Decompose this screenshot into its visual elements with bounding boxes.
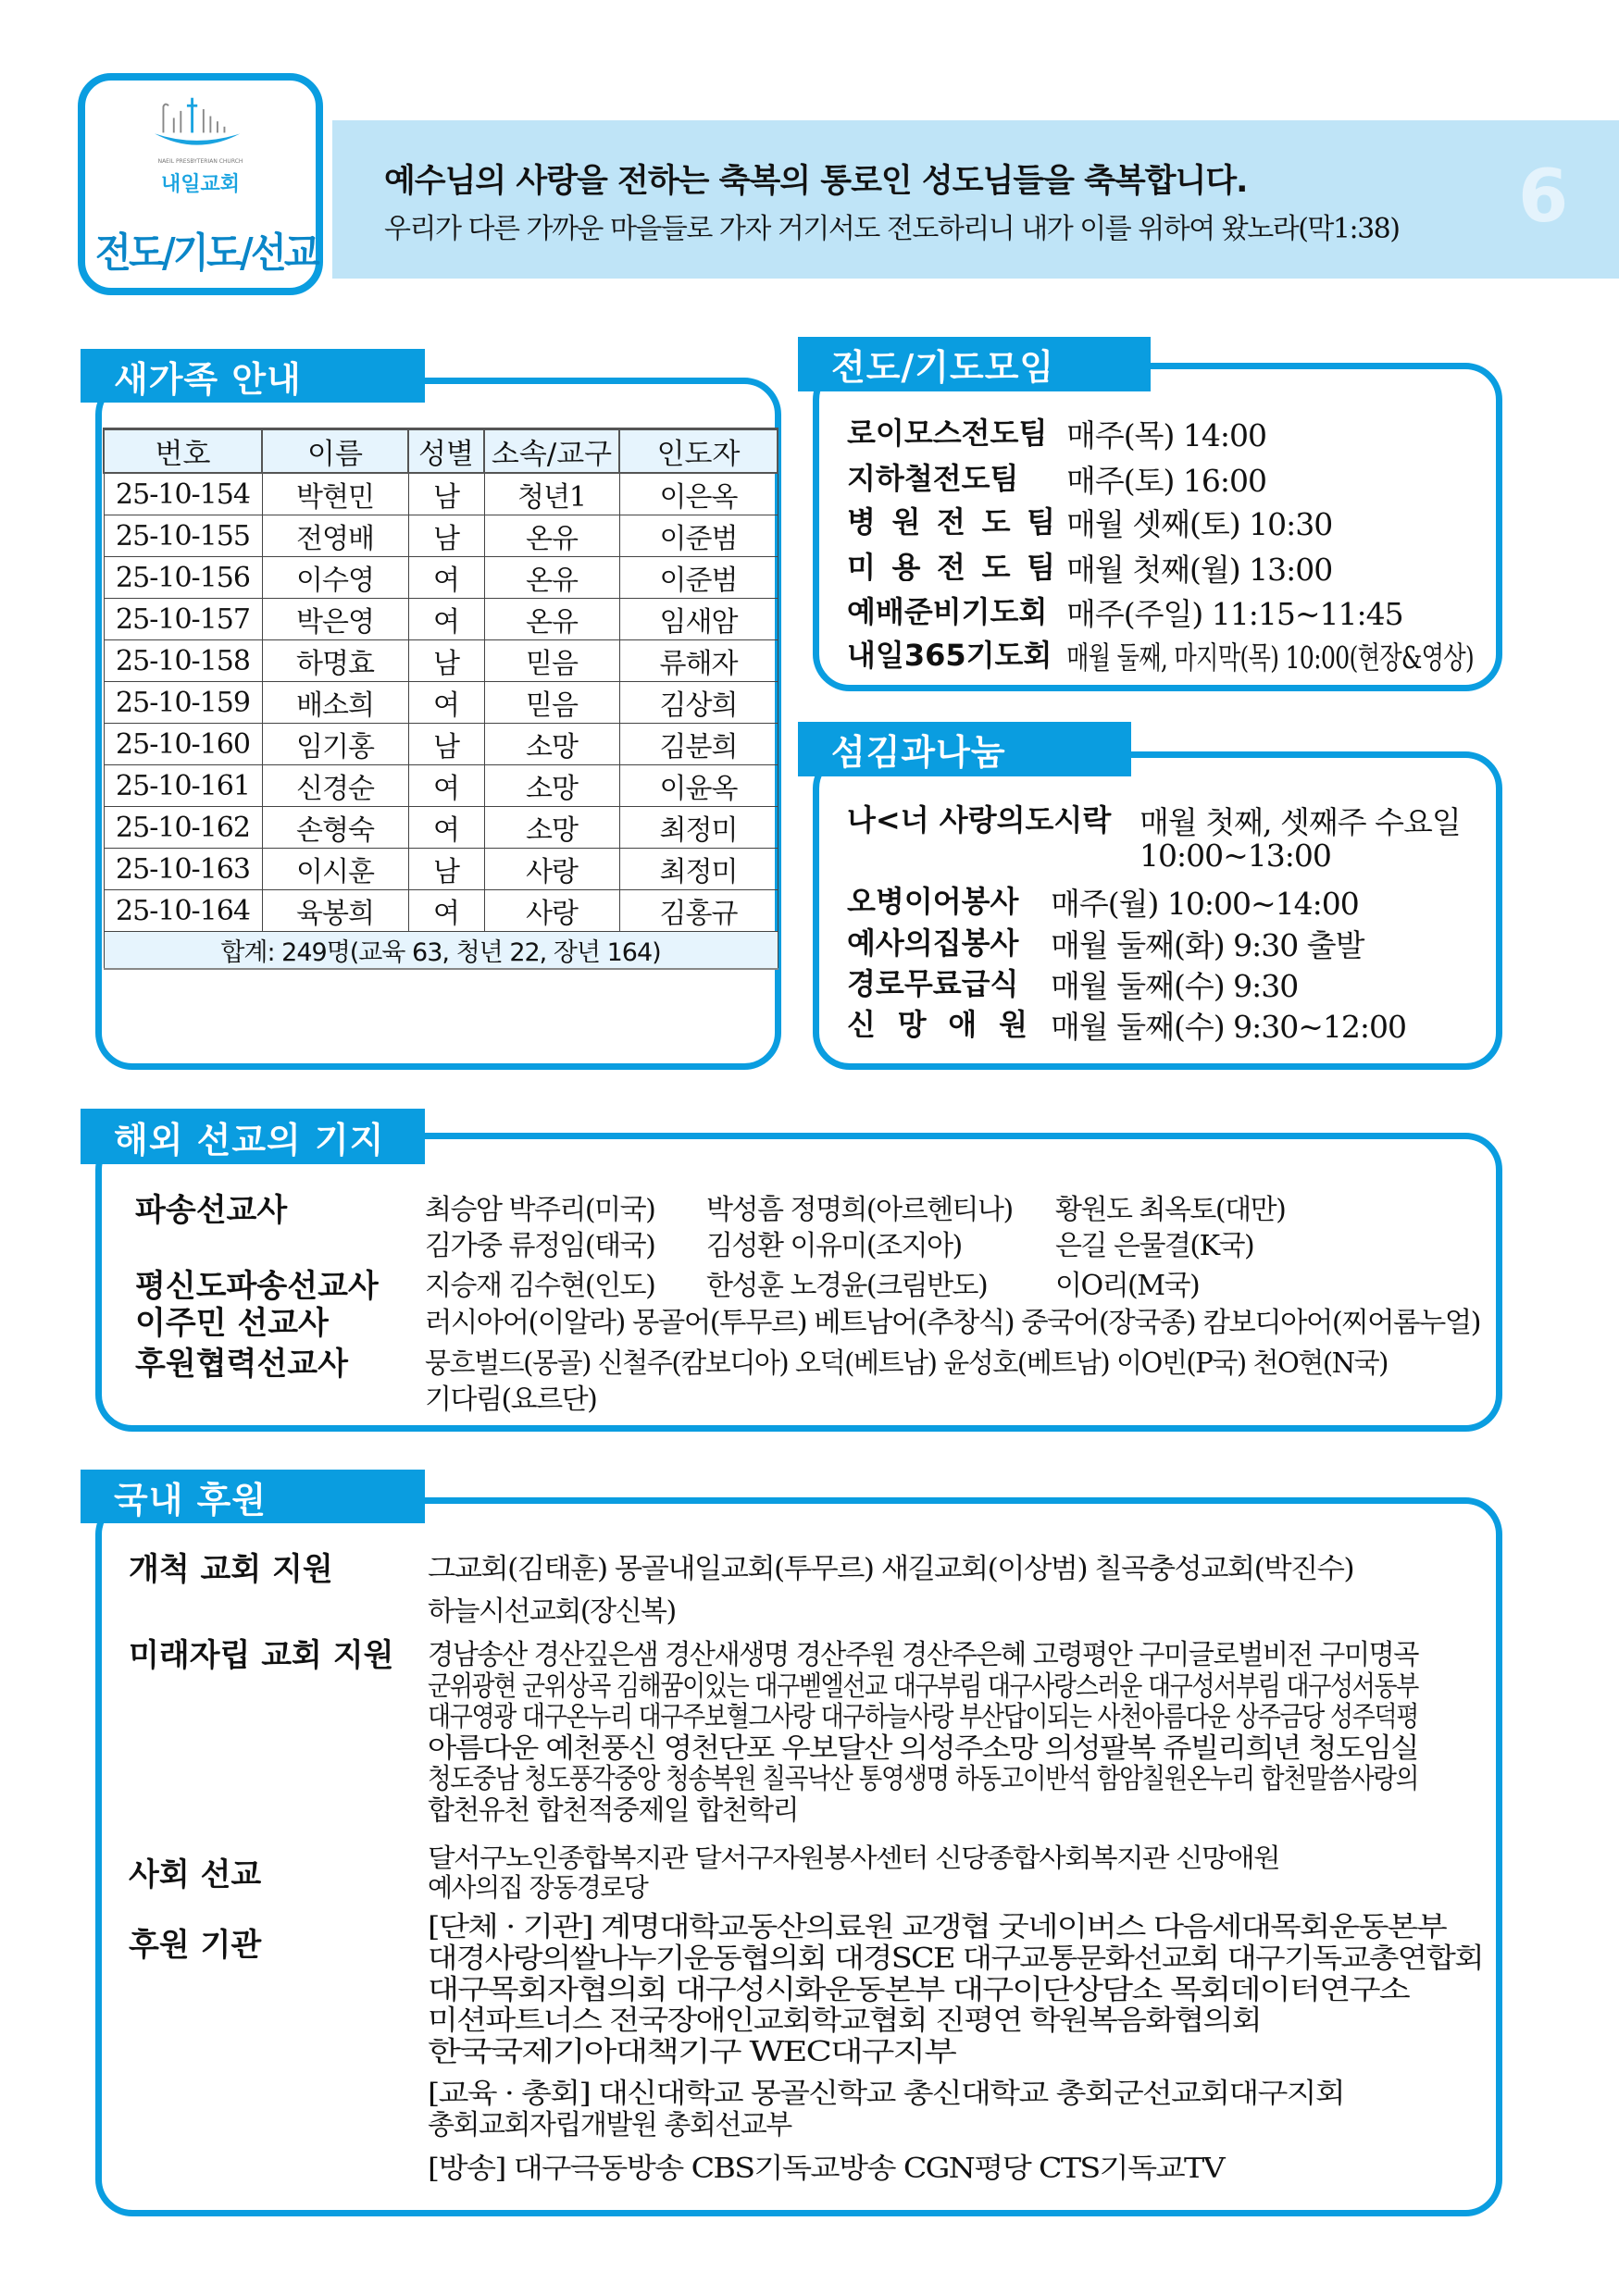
social-mission: 예사의집 장동경로당 (428, 1872, 648, 1903)
prayer-meeting-label: 지하철전도팀 (847, 461, 1019, 492)
lay-missionary-label: 평신도파송선교사 (135, 1268, 379, 1305)
table-cell: 손형숙 (262, 807, 408, 849)
table-row (104, 640, 778, 682)
prayer-meeting-time: 매월 첫째(월) 13:00 (1066, 552, 1333, 588)
table-cell: 남 (408, 515, 484, 557)
logo-church-name: 내일교회 (160, 173, 240, 196)
table-row (104, 849, 778, 890)
prayer-meeting-label: 예배준비기도회 (847, 594, 1048, 629)
table-cell: 배소희 (262, 682, 408, 724)
table-cell: 이시훈 (262, 849, 408, 890)
table-cell: 남 (408, 849, 484, 890)
table-cell: 최정미 (619, 849, 778, 890)
table-cell: 25-10-155 (104, 515, 262, 557)
sponsor-org-line: [단체 · 기관] 계명대학교동산의료원 교갱협 굿네이버스 다음세대목회운동본부 (428, 1911, 1446, 1943)
future-church-line: 아름다운 예천풍신 영천단포 우보달산 의성주소망 의성팔복 쥬빌리희년 청도임실 (428, 1731, 1418, 1765)
sent-missionary: 최승암 박주리(미국) (425, 1194, 655, 1226)
table-cell: 25-10-159 (104, 682, 262, 724)
table-cell: 25-10-157 (104, 599, 262, 640)
future-church-line: 군위광현 군위상곡 김해꿈이있는 대구벧엘선교 대구부림 대구사랑스러운 대구성서부림 대구성서동부 (428, 1669, 1418, 1703)
column-header: 성별 (408, 429, 484, 474)
service-label: 나<너 사랑의도시락 (847, 802, 1112, 838)
table-cell: 김홍규 (619, 890, 778, 932)
column-header: 소속/교구 (484, 429, 619, 474)
table-cell: 25-10-154 (104, 473, 262, 515)
table-cell: 소망 (484, 807, 619, 849)
partner-missionary-label: 후원협력선교사 (135, 1346, 348, 1383)
prayer-meeting-time: 매월 둘째, 마지막(목) 10:00(현장&영상) (1066, 639, 1474, 676)
table-row (104, 682, 778, 724)
prayer-meeting-label: 로이모스전도팀 (847, 416, 1048, 451)
service-schedule: 매월 첫째, 셋째주 수요일 (1140, 804, 1461, 840)
partner-missionary: 뭉흐벌드(몽골) 신철주(캄보디아) 오덕(베트남) 윤성호(베트남) 이O빈(P국) 천O현(N국) (425, 1347, 1388, 1380)
table-row (104, 807, 778, 849)
sent-missionary: 은길 은물결(K국) (1055, 1230, 1254, 1262)
lay-missionary: 이O리(M국) (1055, 1270, 1200, 1302)
table-cell: 믿음 (484, 682, 619, 724)
sent-missionary: 박성흠 정명희(아르헨티나) (706, 1194, 1013, 1226)
table-row (104, 557, 778, 599)
new-family-table (103, 428, 778, 970)
column-header: 인도자 (619, 429, 778, 474)
section-logo-box (78, 73, 323, 295)
sponsor-label: 후원 기관 (129, 1927, 262, 1964)
future-label: 미래자립 교회 지원 (129, 1637, 394, 1674)
table-cell: 사랑 (484, 890, 619, 932)
table-cell: 소망 (484, 724, 619, 765)
social-label: 사회 선교 (129, 1856, 262, 1893)
table-cell: 이준범 (619, 557, 778, 599)
table-cell: 25-10-158 (104, 640, 262, 682)
section-title: 전도/기도/선교 (94, 230, 318, 277)
table-cell: 여 (408, 807, 484, 849)
future-church-line: 청도중남 청도풍각중앙 청송복원 칠곡낙산 통영생명 하동고이반석 함암칠원온누리 합천말씀사랑의 (428, 1763, 1418, 1796)
table-cell: 여 (408, 682, 484, 724)
service-label: 오병이어봉사 (847, 884, 1019, 919)
future-church-line: 대구영광 대구온누리 대구주보혈그사랑 대구하늘사랑 부산답이되는 사천아름다운 상주금당 성주덕평 (428, 1701, 1418, 1734)
overseas-title: 해외 선교의 기지 (81, 1109, 425, 1164)
table-cell: 25-10-164 (104, 890, 262, 932)
table-cell: 이은옥 (619, 473, 778, 515)
table-cell: 믿음 (484, 640, 619, 682)
service-schedule: 매월 둘째(수) 9:30~12:00 (1051, 1009, 1406, 1045)
sent-missionary: 김성환 이유미(조지아) (706, 1230, 962, 1262)
table-cell: 25-10-160 (104, 724, 262, 765)
prayer-meeting-label: 미 용 전 도 팀 (847, 550, 1055, 581)
prayer-meeting-time: 매주(토) 16:00 (1066, 463, 1266, 499)
table-cell: 25-10-156 (104, 557, 262, 599)
table-cell: 남 (408, 640, 484, 682)
table-cell: 이수영 (262, 557, 408, 599)
partner-missionary: 기다림(요르단) (425, 1384, 597, 1416)
sponsor-edu: 총회교회자립개발원 총회선교부 (428, 2109, 791, 2141)
table-row (104, 765, 778, 807)
table-cell: 여 (408, 890, 484, 932)
migrant-missionary: 러시아어(이알라) 몽골어(투무르) 베트남어(추창식) 중국어(장국종) 캄보디아어(찌어롬누얼) (425, 1307, 1480, 1339)
sponsor-org-line: 미션파트너스 전국장애인교회학교협회 진평연 학원복음화협의회 (428, 2004, 1261, 2038)
table-cell: 박은영 (262, 599, 408, 640)
table-cell: 온유 (484, 515, 619, 557)
table-cell: 사랑 (484, 849, 619, 890)
table-cell: 이준범 (619, 515, 778, 557)
prayer-meeting-label: 병 원 전 도 팀 (847, 504, 1055, 536)
table-cell: 이윤옥 (619, 765, 778, 807)
sent-missionary-label: 파송선교사 (135, 1192, 288, 1229)
service-schedule-time: 10:00~13:00 (1140, 838, 1331, 874)
sponsor-org-line: 대구목회자협의회 대구성시화운동본부 대구이단상담소 목회데이터연구소 (428, 1973, 1409, 2006)
table-row (104, 515, 778, 557)
table-cell: 김분희 (619, 724, 778, 765)
table-cell: 신경순 (262, 765, 408, 807)
prayer-title: 전도/기도모임 (798, 337, 1151, 391)
table-cell: 임기홍 (262, 724, 408, 765)
sponsor-org-line: 대경사랑의쌀나누기운동협의회 대경SCE 대구교통문화선교회 대구기독교총연합회 (428, 1942, 1483, 1975)
sponsor-org-line: 한국국제기아대책기구 WEC대구지부 (428, 2036, 955, 2069)
table-cell: 박현민 (262, 473, 408, 515)
column-header: 번호 (104, 429, 262, 474)
table-cell: 25-10-162 (104, 807, 262, 849)
table-cell: 남 (408, 724, 484, 765)
planting-churches: 하늘시선교회(장신복) (428, 1595, 676, 1628)
table-cell: 소망 (484, 765, 619, 807)
table-cell: 하명효 (262, 640, 408, 682)
future-church-line: 경남송산 경산깊은샘 경산새생명 경산주원 경산주은혜 고령평안 구미글로벌비전 구미명곡 (428, 1639, 1418, 1671)
table-cell: 임새암 (619, 599, 778, 640)
service-schedule: 매월 둘째(수) 9:30 (1051, 968, 1299, 1004)
lay-missionary: 지승재 김수현(인도) (425, 1270, 655, 1302)
table-cell: 남 (408, 473, 484, 515)
table-cell: 최정미 (619, 807, 778, 849)
table-row (104, 724, 778, 765)
domestic-title: 국내 후원 (81, 1470, 425, 1523)
planting-label: 개척 교회 지원 (129, 1551, 333, 1588)
bible-verse: 우리가 다른 가까운 마을들로 가자 거기서도 전도하리니 내가 이를 위하여 왔노라(막1:38) (384, 213, 1400, 245)
service-label: 예사의집봉사 (847, 925, 1019, 961)
new-family-total: 합계: 249명(교육 63, 청년 22, 장년 164) (104, 932, 778, 970)
prayer-meeting-time: 매월 셋째(토) 10:30 (1066, 506, 1333, 542)
table-cell: 여 (408, 599, 484, 640)
prayer-meeting-label: 내일365기도회 (847, 638, 1052, 673)
table-row (104, 599, 778, 640)
logo-english-name: NAEIL PRESBYTERIAN CHURCH (157, 158, 243, 165)
table-cell: 온유 (484, 557, 619, 599)
future-church-line: 합천유천 합천적중제일 합천학리 (428, 1794, 798, 1827)
table-cell: 청년1 (484, 473, 619, 515)
new-family-title: 새가족 안내 (81, 349, 425, 403)
table-cell: 류해자 (619, 640, 778, 682)
service-title: 섬김과나눔 (798, 722, 1131, 776)
prayer-meeting-time: 매주(목) 14:00 (1066, 417, 1266, 453)
page-number: 6 (1518, 155, 1569, 239)
sponsor-edu: [교육 · 총회] 대신대학교 몽골신학교 총신대학교 총회군선교회대구지회 (428, 2078, 1344, 2110)
table-cell: 여 (408, 765, 484, 807)
table-cell: 전영배 (262, 515, 408, 557)
prayer-meeting-time: 매주(주일) 11:15~11:45 (1066, 596, 1403, 632)
table-cell: 25-10-163 (104, 849, 262, 890)
planting-churches: 그교회(김태훈) 몽골내일교회(투무르) 새길교회(이상범) 칠곡충성교회(박진수) (428, 1553, 1353, 1585)
table-row (104, 890, 778, 932)
table-row (104, 473, 778, 515)
sponsor-media: [방송] 대구극동방송 CBS기독교방송 CGN평당 CTS기독교TV (428, 2153, 1224, 2185)
service-label: 경로무료급식 (847, 966, 1019, 1001)
sent-missionary: 황원도 최옥토(대만) (1055, 1194, 1286, 1226)
service-schedule: 매주(월) 10:00~14:00 (1051, 886, 1359, 922)
table-cell: 김상희 (619, 682, 778, 724)
table-cell: 25-10-161 (104, 765, 262, 807)
service-label: 신 망 애 원 (847, 1007, 1027, 1038)
sent-missionary: 김가중 류정임(태국) (425, 1230, 655, 1262)
lay-missionary: 한성훈 노경윤(크림반도) (706, 1270, 988, 1302)
service-schedule: 매월 둘째(화) 9:30 출발 (1051, 927, 1364, 963)
social-mission: 달서구노인종합복지관 달서구자원봉사센터 신당종합사회복지관 신망애원 (428, 1843, 1279, 1873)
column-header: 이름 (262, 429, 408, 474)
headline: 예수님의 사랑을 전하는 축복의 통로인 성도님들을 축복합니다. (384, 163, 1248, 200)
migrant-missionary-label: 이주민 선교사 (135, 1305, 329, 1342)
table-cell: 온유 (484, 599, 619, 640)
table-cell: 육봉희 (262, 890, 408, 932)
table-cell: 여 (408, 557, 484, 599)
church-logo-icon (150, 93, 252, 155)
table-header-row (104, 429, 778, 474)
